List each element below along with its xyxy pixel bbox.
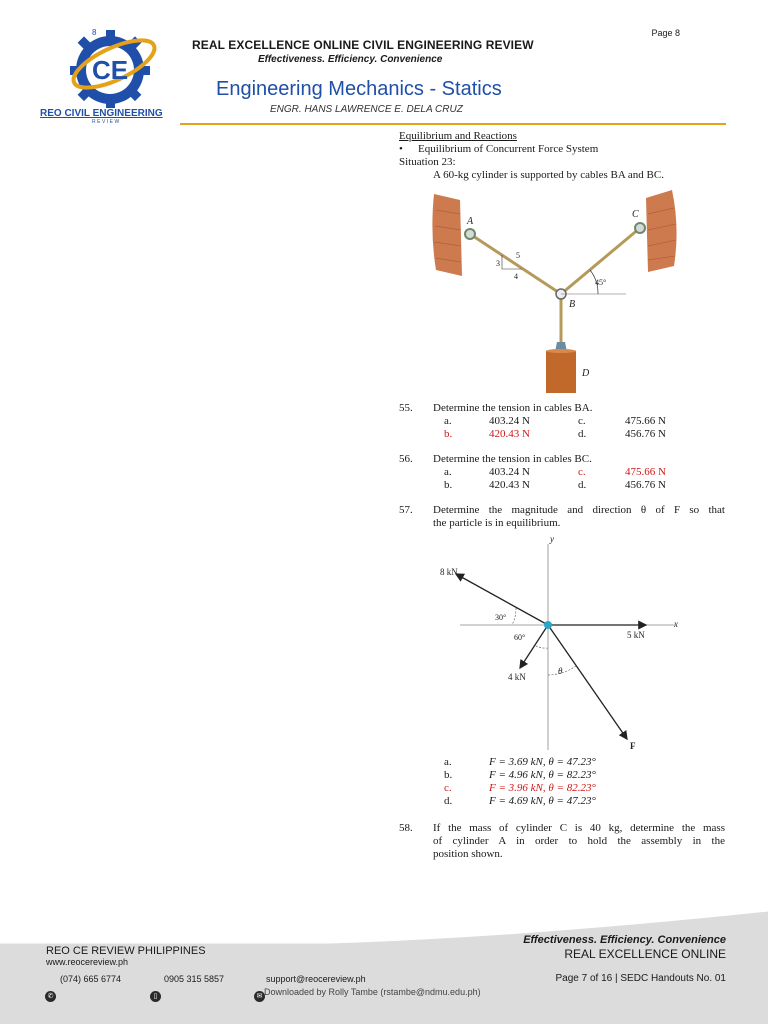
q55-b-letter: b. xyxy=(444,428,453,440)
q55-number: 55. xyxy=(399,402,413,414)
q57-c-letter: c. xyxy=(444,782,452,794)
label-x: x xyxy=(674,619,678,629)
left-wall xyxy=(432,194,462,276)
q57-a-letter: a. xyxy=(444,756,452,768)
label-b: B xyxy=(569,299,576,310)
situation-label: Situation 23: xyxy=(399,156,456,168)
q57-d-letter: d. xyxy=(444,795,453,807)
footer-email[interactable]: support@reocereview.ph xyxy=(266,974,366,984)
footer-org: REO CE REVIEW PHILIPPINES xyxy=(46,945,206,957)
label-a: A xyxy=(467,216,474,227)
right-wall xyxy=(646,190,677,272)
situation-text: A 60-kg cylinder is supported by cables BA and BC. xyxy=(433,169,664,181)
angle-30: 30° xyxy=(495,613,507,622)
q57-text-line2: the particle is in equilibrium. xyxy=(433,517,561,529)
cylinder-d xyxy=(546,351,576,393)
page-label: Page 8 xyxy=(651,28,680,38)
q55-c-letter: c. xyxy=(578,415,586,427)
logo-number: 8 xyxy=(92,28,97,37)
label-4kn: 4 kN xyxy=(508,672,526,682)
q57-b-value: F = 4.96 kN, θ = 82.23° xyxy=(489,769,596,781)
q56-b-value: 420.43 N xyxy=(489,479,530,491)
slope-3: 3 xyxy=(496,259,500,268)
q55-d-value: 456.76 N xyxy=(625,428,666,440)
q55-a-letter: a. xyxy=(444,415,452,427)
pin-a xyxy=(465,229,475,239)
q56-c-value: 475.66 N xyxy=(625,466,666,478)
q55-d-letter: d. xyxy=(578,428,587,440)
q55-a-value: 403.24 N xyxy=(489,415,530,427)
logo-text: REO CIVIL ENGINEERING xyxy=(40,108,163,119)
q57-b-letter: b. xyxy=(444,769,453,781)
reo-logo xyxy=(64,24,160,110)
q57-c-value: F = 3.96 kN, θ = 82.23° xyxy=(489,782,596,794)
q55-b-value: 420.43 N xyxy=(489,428,530,440)
subtopic: Equilibrium of Concurrent Force System xyxy=(418,143,599,155)
footer-phone1: (074) 665 6774 xyxy=(60,974,122,984)
particle xyxy=(544,621,552,629)
q56-a-value: 403.24 N xyxy=(489,466,530,478)
label-5kn: 5 kN xyxy=(627,630,645,640)
q56-text: Determine the tension in cables BC. xyxy=(433,453,592,465)
q55-text: Determine the tension in cables BA. xyxy=(433,402,593,414)
pin-c xyxy=(635,223,645,233)
slope-4: 4 xyxy=(514,272,518,281)
angle-60: 60° xyxy=(514,633,526,642)
q56-c-letter: c. xyxy=(578,466,586,478)
footer-site: www.reocereview.ph xyxy=(46,957,129,967)
mail-icon: ✉ xyxy=(254,991,265,1002)
mobile-icon: ▯ xyxy=(150,991,161,1002)
angle-45: 45° xyxy=(595,278,607,287)
q58-line2: of cylinder A in order to hold the assembly in the xyxy=(433,835,725,847)
angle-theta: θ xyxy=(558,666,563,676)
q58-line1: If the mass of cylinder C is 40 kg, determine the mass xyxy=(433,822,725,834)
author-name: ENGR. HANS LAWRENCE E. DELA CRUZ xyxy=(270,104,463,115)
q57-d-value: F = 4.69 kN, θ = 47.23° xyxy=(489,795,596,807)
q55-c-value: 475.66 N xyxy=(625,415,666,427)
force-4kn xyxy=(520,625,548,668)
label-f: F xyxy=(630,741,636,751)
downloaded-by: Downloaded by Rolly Tambe (rstambe@ndmu.edu.ph) xyxy=(264,987,481,997)
force-f xyxy=(548,625,627,739)
label-y: y xyxy=(550,534,554,544)
q56-number: 56. xyxy=(399,453,413,465)
footer-tagline: Effectiveness. Efficiency. Convenience xyxy=(523,934,726,946)
footer-brand: REAL EXCELLENCE ONLINE xyxy=(564,947,726,961)
logo-letters: CE xyxy=(91,55,129,85)
label-d: D xyxy=(582,368,590,379)
q58-line3: position shown. xyxy=(433,848,503,860)
header-title: REAL EXCELLENCE ONLINE CIVIL ENGINEERING REVIEW xyxy=(192,38,534,52)
header-tagline: Effectiveness. Efficiency. Convenience xyxy=(258,54,443,65)
bullet: • xyxy=(399,143,403,155)
label-c: C xyxy=(632,209,639,220)
footer-page-info: Page 7 of 16 | SEDC Handouts No. 01 xyxy=(555,973,726,984)
header-divider xyxy=(180,123,726,125)
force-figure xyxy=(430,532,690,754)
label-8kn: 8 kN xyxy=(440,567,458,577)
q57-a-value: F = 3.69 kN, θ = 47.23° xyxy=(489,756,596,768)
q56-a-letter: a. xyxy=(444,466,452,478)
footer-phone2: 0905 315 5857 xyxy=(164,974,225,984)
subject-title: Engineering Mechanics - Statics xyxy=(216,78,502,100)
topic-heading: Equilibrium and Reactions xyxy=(399,130,517,142)
phone-icon: ✆ xyxy=(45,991,56,1002)
q56-d-letter: d. xyxy=(578,479,587,491)
q58-number: 58. xyxy=(399,822,413,834)
cable-figure xyxy=(430,186,680,398)
q57-text-line1: Determine the magnitude and direction θ of F so that xyxy=(433,504,725,516)
slope-5: 5 xyxy=(516,251,520,260)
q57-number: 57. xyxy=(399,504,413,516)
q56-d-value: 456.76 N xyxy=(625,479,666,491)
q56-b-letter: b. xyxy=(444,479,453,491)
logo-sub: REVIEW xyxy=(92,119,121,125)
